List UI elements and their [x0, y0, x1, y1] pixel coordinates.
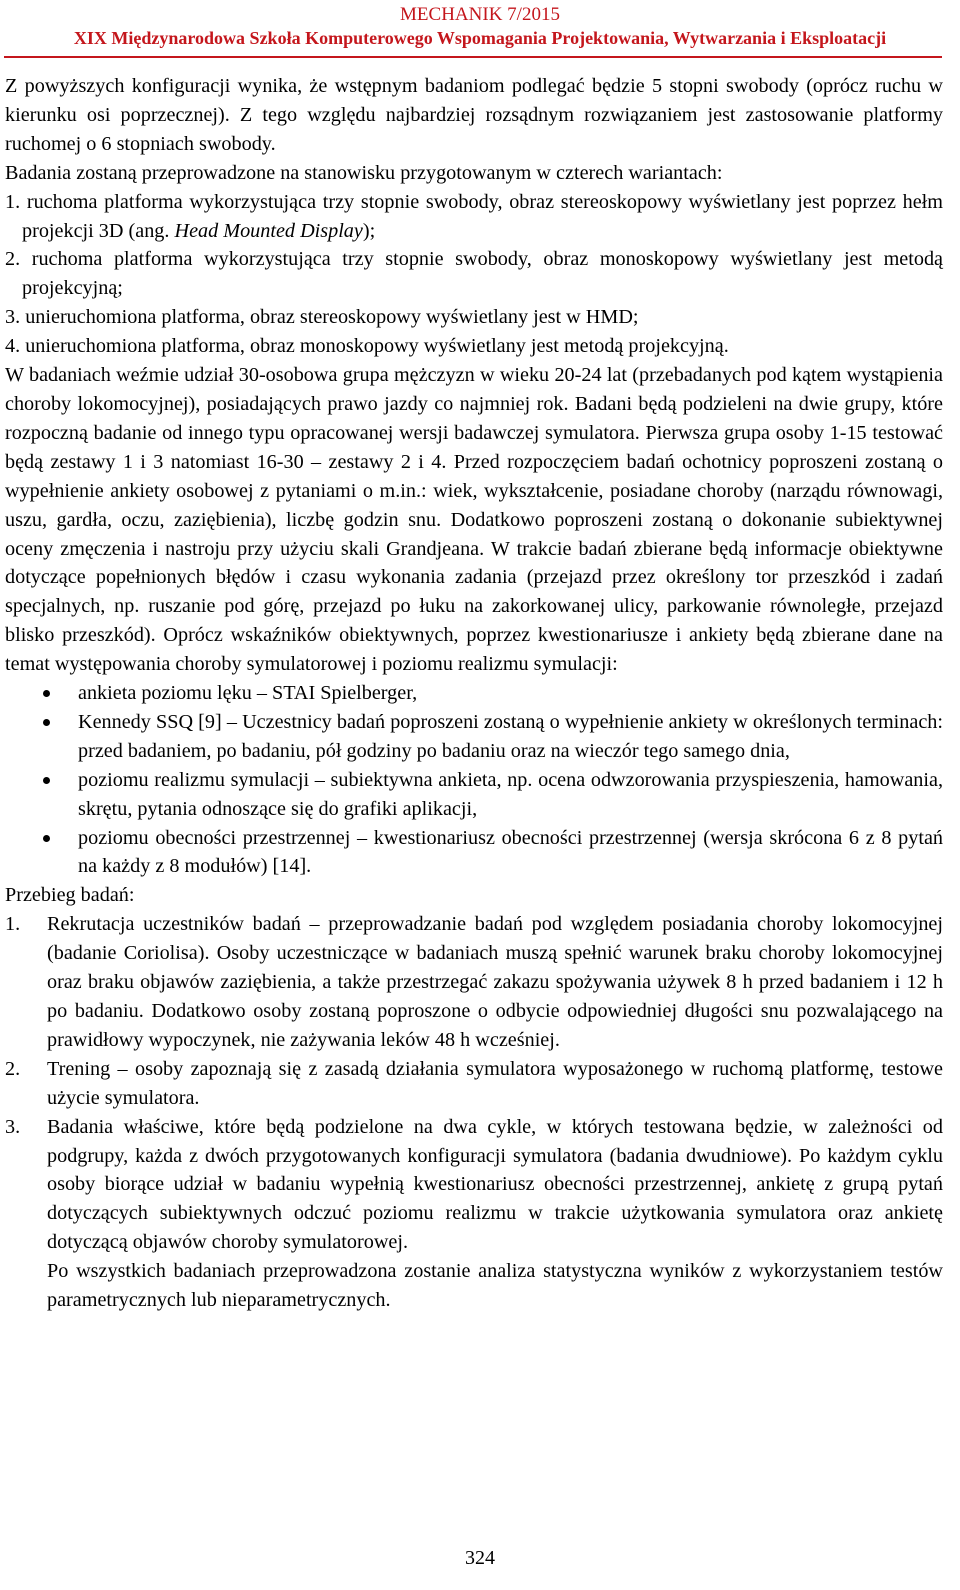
- step-number: 2.: [5, 1057, 21, 1080]
- variants-intro: Badania zostaną przeprowadzone na stanowisku przygotowanym w czterech wariantach:: [5, 161, 723, 184]
- bullet-item: ankieta poziomu lęku – STAI Spielberger,: [5, 679, 943, 708]
- step-number: 1.: [5, 913, 21, 936]
- step-text: Badania właściwe, które będą podzielone na dwa cykle, w których testowana będzie, w zależności od podgrupy, każda z dwóch przygotowanych konfiguracji symulatora (badania dwudniowe). Po każdym cyklu osoby biorące udział w badaniu wypełnią kwestionariusz obecności przestrzennej, ankietę z grupą pytań dotyczących subiektywnych odczuć poziomu realizmu w trakcie użytkowania symulatora oraz ankietę dotyczącą objawów choroby symulatorowej.: [47, 1115, 943, 1254]
- bullet-item: poziomu realizmu symulacji – subiektywna ankieta, np. ocena odwzorowania przyspieszenia, hamowania, skrętu, pytania odnoszące się do grafiki aplikacji,: [5, 766, 943, 824]
- questionnaire-list: [5, 679, 943, 881]
- variant-item: 4. unieruchomiona platforma, obraz monoskopowy wyświetlany jest metodą projekcyjną.: [5, 335, 729, 358]
- journal-header: MECHANIK 7/2015: [400, 4, 560, 25]
- header-divider: [4, 56, 942, 58]
- step-item: [5, 910, 943, 1055]
- step-item: [5, 1055, 943, 1113]
- variant-italic-term: Head Mounted Display: [174, 219, 363, 242]
- closing-paragraph: Po wszystkich badaniach przeprowadzona zostanie analiza statystyczna wyników z wykorzystaniem testów parametrycznych lub nieparametrycznych.: [47, 1260, 943, 1312]
- variant-item: 1. ruchoma platforma wykorzystująca trzy stopnie swobody, obraz stereoskopowy wyświetlany jest poprzez hełm projekcji 3D (ang. Head Mounted Display);: [5, 190, 943, 242]
- bullet-item: poziomu obecności przestrzennej – kwestionariusz obecności przestrzennej (wersja skrócona 6 z 8 pytań na każdy z 8 modułów) [14].: [5, 824, 943, 882]
- procedure-heading: Przebieg badań:: [5, 884, 135, 907]
- page-number: 324: [465, 1547, 495, 1569]
- step-text: Trening – osoby zapoznają się z zasadą działania symulatora wyposażonego w ruchomą platformę, testowe użycie symulatora.: [47, 1057, 943, 1109]
- variant-item: 2. ruchoma platforma wykorzystująca trzy stopnie swobody, obraz monoskopowy wyświetlany jest metodą projekcyjną;: [5, 248, 943, 300]
- page-body: [5, 72, 943, 1315]
- bullet-item: Kennedy SSQ [9] – Uczestnicy badań poproszeni zostaną o wypełnienie ankiety w określonych terminach: przed badaniem, po badaniu, pół godziny po badaniu oraz na wieczór tego samego dnia,: [5, 708, 943, 766]
- step-number: 3.: [5, 1115, 21, 1138]
- participants-paragraph: W badaniach weźmie udział 30-osobowa grupa mężczyzn w wieku 20-24 lat (przebadanych pod kątem wystąpienia choroby lokomocyjnej), posiadających prawo jazdy co najmniej rok. Badani będą podzieleni na dwie grupy, które rozpoczną badanie od innego typu opracowanej wersji badawczej symulatora. Pierwsza grupa osoby 1-15 testować będą zestawy 1 i 3 natomiast 16-30 – zestawy 2 i 4. Przed rozpoczęciem badań ochotnicy poproszeni zostaną o wypełnienie ankiety osobowej z pytaniami o m.in.: wiek, wykształcenie, posiadane choroby (narządu równowagi, uszu, gardła, oczu, zaziębienia), liczbę godzin snu. Dodatkowo poproszeni zostaną o dokonanie subiektywnej oceny zmęczenia i nastroju przy użyciu skali Grandjeana. W trakcie badań zbierane będą informacje obiektywne dotyczące popełnionych błędów i czasu wykonania zadania (przejazd przez określony tor przeszkód i zadań specjalnych, np. ruszanie pod górę, przejazd po łuku na zakorkowanej ulicy, parkowanie równoległe, przejazd blisko przeszkód). Oprócz wskaźników obiektywnych, poprzez kwestionariusze i ankiety będą zbierane dane na temat występowania choroby symulatorowej i poziomu realizmu symulacji:: [5, 364, 943, 676]
- step-text: Rekrutacja uczestników badań – przeprowadzanie badań pod względem posiadania choroby lokomocyjnej (badanie Coriolisa). Osoby uczestniczące w badaniach muszą spełnić warunek braku choroby lokomocyjnej oraz braku objawów zaziębienia, a także przestrzegać zakazu spożywania używek 8 h przed badaniem i 12 h po badaniu. Dodatkowo osoby zostaną poproszone o odbycie odpowiedniej długości snu pozwalającego na prawidłowy wypoczynek, nie zażywania leków 48 h wcześniej.: [47, 913, 943, 1051]
- step-item: [5, 1113, 943, 1258]
- conference-header: XIX Międzynarodowa Szkoła Komputerowego Wspomagania Projektowania, Wytwarzania i Eksploatacji: [73, 28, 887, 48]
- procedure-steps: [5, 910, 943, 1257]
- intro-paragraph: Z powyższych konfiguracji wynika, że wstępnym badaniom podlegać będzie 5 stopni swobody (oprócz ruchu w kierunku osi poprzecznej). Z tego względu najbardziej rozsądnym rozwiązaniem jest zastosowanie platformy ruchomej o 6 stopniach swobody.: [5, 75, 943, 155]
- variant-item: 3. unieruchomiona platforma, obraz stereoskopowy wyświetlany jest w HMD;: [5, 306, 639, 329]
